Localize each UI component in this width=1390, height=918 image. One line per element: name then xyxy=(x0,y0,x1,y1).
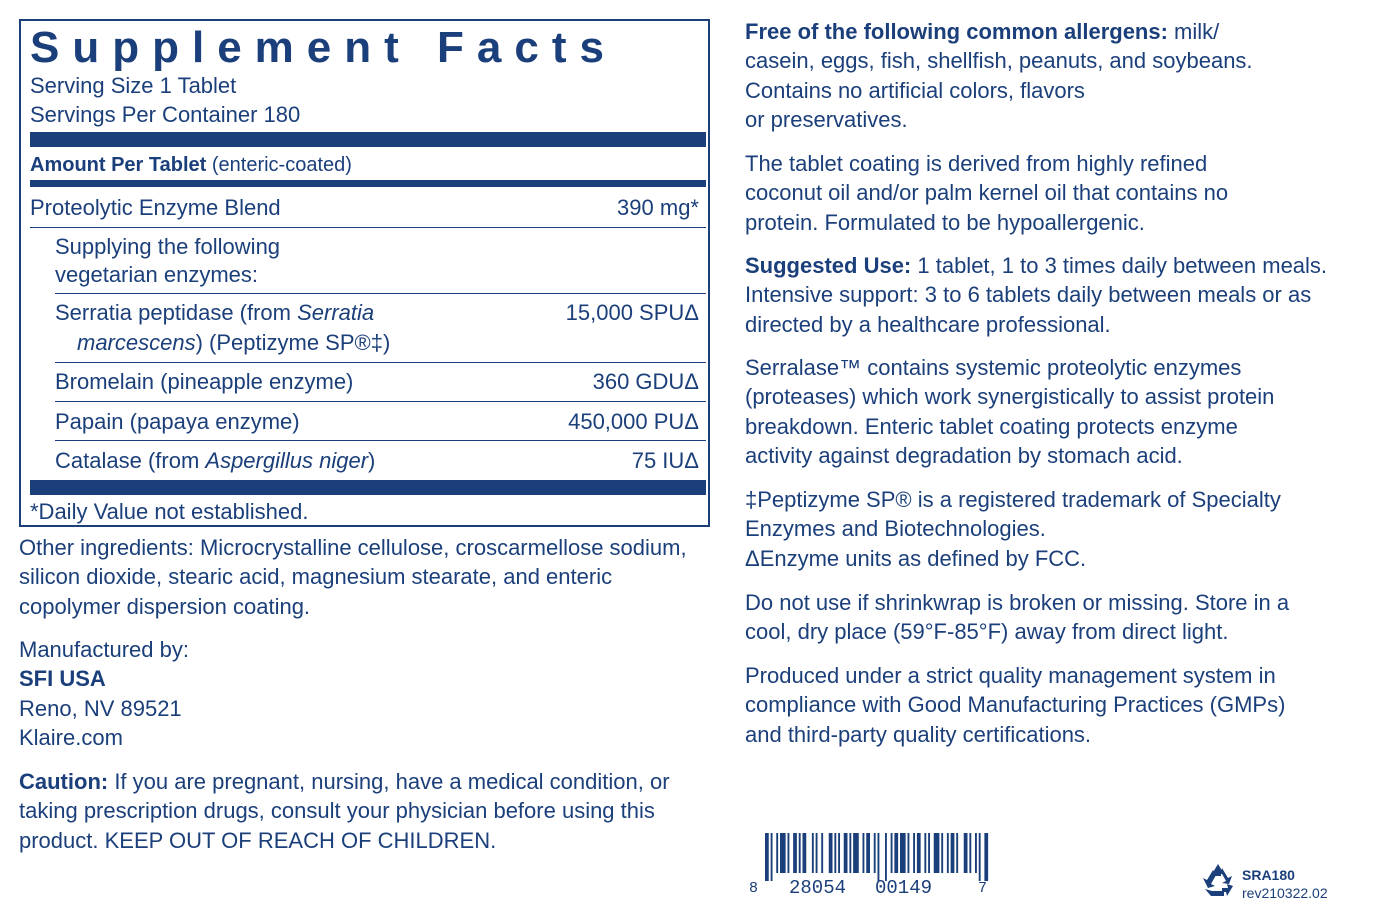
barcode-bar xyxy=(829,833,833,873)
barcode-bar xyxy=(821,833,823,873)
barcode-bar xyxy=(803,833,807,873)
suggested-use: Suggested Use: 1 tablet, 1 to 3 times daily between meals. Intensive support: 3 to 6 tablets daily between meals or as directed by a healthcare professional. xyxy=(745,253,1328,337)
barcode-bar xyxy=(816,833,818,873)
barcode-bar xyxy=(885,833,887,881)
row-divider xyxy=(55,362,706,363)
barcode-bar xyxy=(776,833,778,873)
barcode-bar xyxy=(799,833,801,873)
barcode-bar xyxy=(891,833,893,873)
allergen-statement: Free of the following common allergens: milk/ casein, eggs, fish, shellfish, peanuts, and soybeans. Contains no artificial colors, flavors or preservatives. xyxy=(745,19,1253,132)
barcode-bar xyxy=(913,833,915,873)
storage-note: Do not use if shrinkwrap is broken or missing. Store in a cool, dry place (59°F-85°F) away from direct light. xyxy=(745,590,1290,645)
manufactured-by-label: Manufactured by: xyxy=(19,637,189,662)
bromelain-name: Bromelain (pineapple enzyme) xyxy=(55,369,354,394)
catalase-amount: 75 IUΔ xyxy=(631,448,699,473)
barcode-bar xyxy=(917,833,921,873)
revision-code: rev210322.02 xyxy=(1242,885,1328,901)
other-ingredients: Other ingredients: Microcrystalline cellulose, croscarmellose sodium, silicon dioxide, stearic acid, magnesium stearate, and enteric copolymer dispersion coating. xyxy=(19,535,687,619)
barcode-bar xyxy=(908,833,910,873)
supplement-facts-panel xyxy=(19,19,710,527)
blend-amount: 390 mg* xyxy=(617,195,699,220)
barcode-bar xyxy=(956,833,958,873)
barcode-bar xyxy=(844,833,848,873)
barcode-bar xyxy=(947,833,949,873)
quality-note: Produced under a strict quality management system in compliance with Good Manufacturing Practices (GMPs) and third-party quality certifications. xyxy=(745,663,1286,747)
supplying-line-1: Supplying the following xyxy=(55,234,281,259)
company-name: SFI USA xyxy=(19,666,106,692)
papain-name: Papain (papaya enzyme) xyxy=(55,409,300,434)
coating-statement: The tablet coating is derived from highly refined coconut oil and/or palm kernel oil that contains no protein. Formulated to be hypoallergenic. xyxy=(745,151,1229,235)
barcode-bar xyxy=(928,833,930,873)
daily-value-footnote: *Daily Value not established. xyxy=(30,499,309,524)
row-divider xyxy=(55,293,706,294)
papain-amount: 450,000 PUΔ xyxy=(568,409,699,434)
barcode-bar xyxy=(765,833,769,881)
barcode-digits-right: 00149 xyxy=(875,877,933,899)
facts-title: Supplement Facts xyxy=(30,23,617,72)
barcode-bar xyxy=(894,833,898,873)
row-divider xyxy=(30,227,706,228)
barcode-bar xyxy=(941,833,943,873)
serratia-name-line-1: Serratia peptidase (from Serratia xyxy=(55,300,375,325)
barcode-check-digit: 7 xyxy=(978,880,988,897)
barcode-bar xyxy=(878,833,880,881)
barcode-bar xyxy=(838,833,840,873)
barcode-bar xyxy=(874,833,876,873)
suggested-use-label: Suggested Use: xyxy=(745,253,912,278)
serratia-name-line-2: marcescens) (Peptizyme SP®‡) xyxy=(77,330,391,355)
barcode-lead-digit: 8 xyxy=(749,880,759,897)
thick-divider xyxy=(30,480,706,495)
company-city: Reno, NV 89521 xyxy=(19,695,182,721)
barcode-bar xyxy=(834,833,836,873)
allergens-label: Free of the following common allergens: xyxy=(745,19,1168,44)
barcode-bar xyxy=(900,833,906,873)
blend-name: Proteolytic Enzyme Blend xyxy=(30,195,281,220)
serratia-amount: 15,000 SPUΔ xyxy=(565,300,699,325)
barcode-bar xyxy=(793,833,797,873)
medium-divider xyxy=(30,180,706,187)
thick-divider xyxy=(30,132,706,147)
amount-per-header: Amount Per Tablet (enteric-coated) xyxy=(30,154,352,176)
upc-barcode xyxy=(765,833,990,881)
manufacturer-block xyxy=(19,635,189,752)
barcode-bar xyxy=(984,833,988,881)
trademark-note: ‡Peptizyme SP® is a registered trademark of Specialty Enzymes and Biotechnologies. ΔEnzyme units as defined by FCC. xyxy=(745,487,1281,571)
barcode-digits-left: 28054 xyxy=(789,877,847,899)
caution-block: Caution: If you are pregnant, nursing, have a medical condition, or taking prescription drugs, consult your physician before using this product. KEEP OUT OF REACH OF CHILDREN. xyxy=(19,769,670,853)
supplying-line-2: vegetarian enzymes: xyxy=(55,262,258,287)
barcode-bar xyxy=(788,833,790,873)
barcode-bar xyxy=(975,833,977,873)
serralase-description: Serralase™ contains systemic proteolytic enzymes (proteases) which work synergistically to assist protein breakdown. Enteric tablet coating protects enzyme activity against degradation by stomach acid. xyxy=(745,355,1275,468)
barcode-bar xyxy=(979,833,981,881)
servings-per-container: Servings Per Container 180 xyxy=(30,102,301,127)
row-divider xyxy=(55,440,706,441)
caution-label: Caution: xyxy=(19,769,109,794)
barcode-bar xyxy=(812,833,814,873)
barcode-bar xyxy=(934,833,940,873)
barcode-bar xyxy=(863,833,865,873)
barcode-bar xyxy=(771,833,773,881)
row-divider xyxy=(55,401,706,402)
barcode-bar xyxy=(969,833,971,873)
barcode-bar xyxy=(951,833,955,873)
barcode-bar xyxy=(853,833,859,873)
catalase-name: Catalase (from Aspergillus niger) xyxy=(55,448,376,473)
recycle-icon xyxy=(1200,862,1236,898)
barcode-bar xyxy=(849,833,851,873)
bromelain-amount: 360 GDUΔ xyxy=(592,369,699,394)
barcode-bar xyxy=(924,833,926,873)
barcode-bar xyxy=(866,833,870,873)
serving-size: Serving Size 1 Tablet xyxy=(30,73,237,98)
barcode-bar xyxy=(780,833,786,873)
sku-code: SRA180 xyxy=(1242,867,1295,883)
barcode-bar xyxy=(964,833,968,873)
company-website: Klaire.com xyxy=(19,724,123,750)
